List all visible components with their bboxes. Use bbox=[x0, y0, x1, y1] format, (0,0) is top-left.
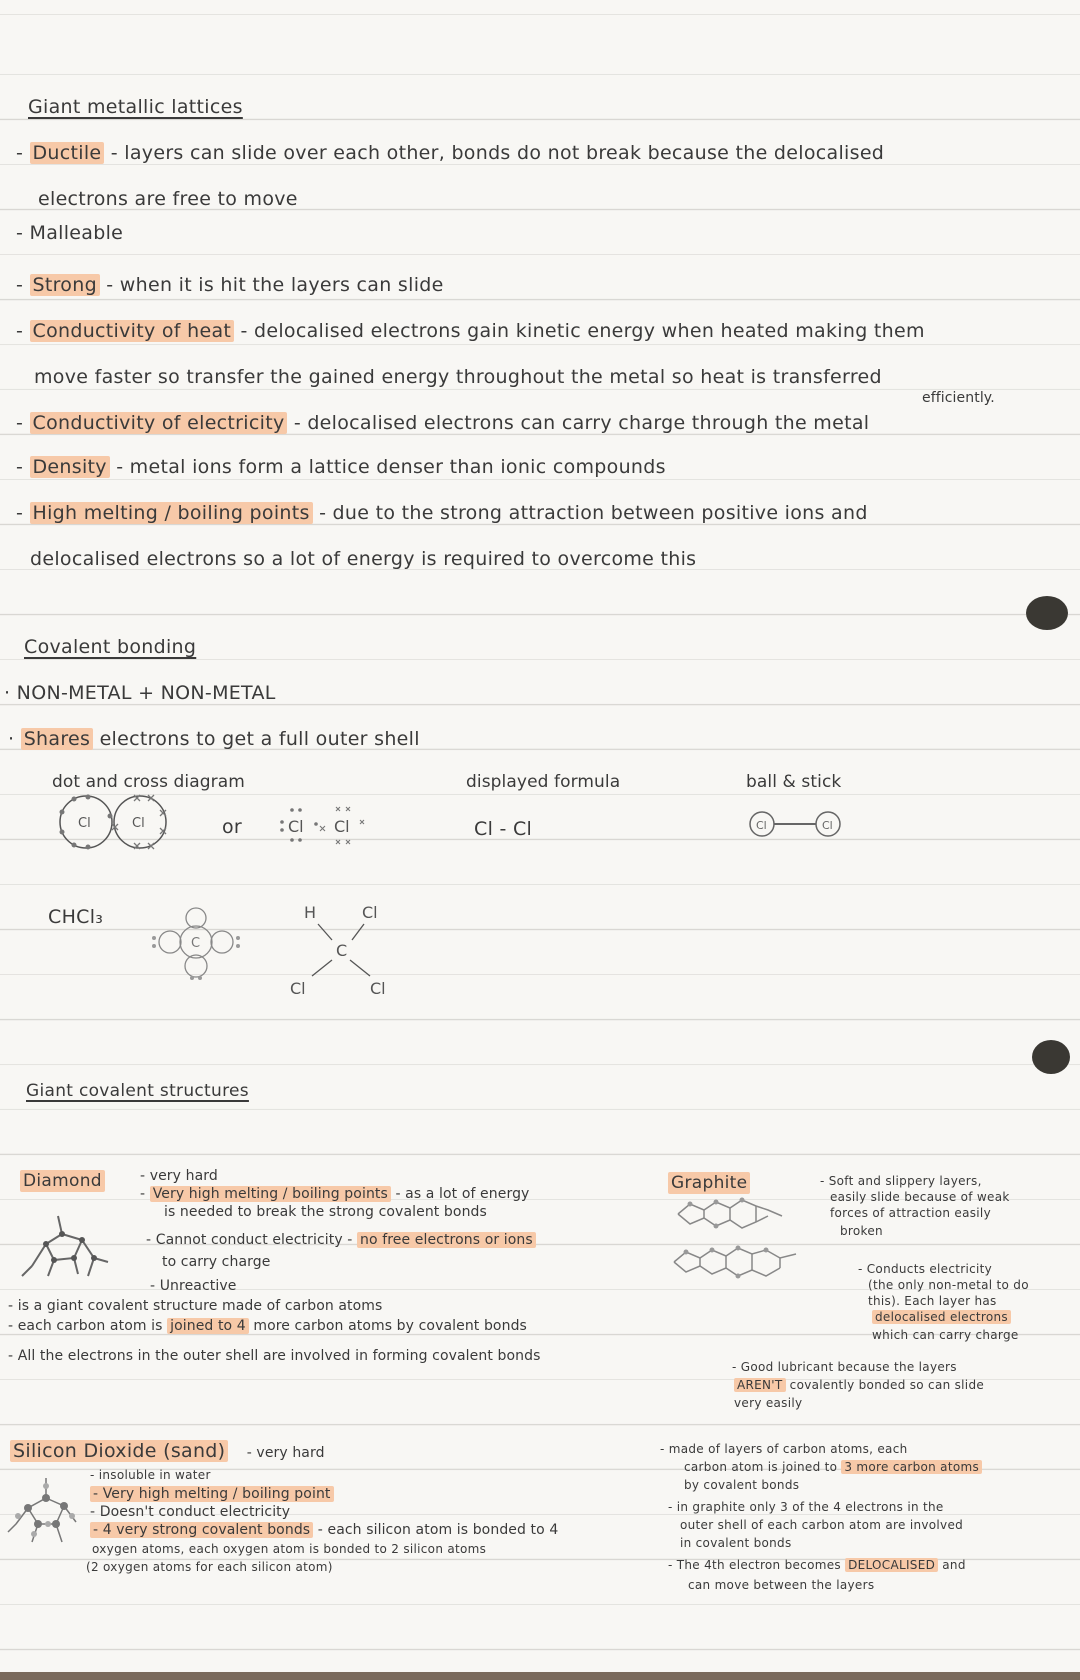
graphite-point-2e: which can carry charge bbox=[872, 1328, 1019, 1342]
heading-metallic: Giant metallic lattices bbox=[28, 96, 243, 118]
ductile-text: - layers can slide over each other, bonds do not break because the delocalised bbox=[110, 142, 885, 164]
diamond-point-2-text: - as a lot of energy bbox=[395, 1186, 530, 1202]
graphite-title: Graphite bbox=[668, 1172, 750, 1194]
silicon-point-4 bbox=[90, 1522, 558, 1538]
graphite-q3b: DELOCALISED bbox=[845, 1558, 938, 1572]
cl2-dot-cross-diagram bbox=[44, 792, 194, 852]
density-term: Density bbox=[30, 456, 110, 478]
silicon-point-1: - insoluble in water bbox=[90, 1468, 211, 1482]
electricity-text: - delocalised electrons can carry charge through the metal bbox=[293, 412, 870, 434]
silicon-point-4-cont: oxygen atoms, each oxygen atom is bonded to 2 silicon atoms bbox=[92, 1542, 487, 1556]
melting-line-2: delocalised electrons so a lot of energy is required to overcome this bbox=[30, 548, 697, 570]
page-bottom-edge bbox=[0, 1672, 1080, 1680]
heat-line-3: efficiently. bbox=[922, 390, 995, 406]
graphite-point-1b: easily slide because of weak bbox=[830, 1190, 1010, 1204]
graphite-q3-line bbox=[668, 1558, 966, 1572]
electricity-line: - Conductivity of electricity - delocalised electrons can carry charge through the metal bbox=[16, 412, 870, 434]
diamond-structure-sketch bbox=[18, 1210, 114, 1282]
diamond-point-2-term: Very high melting / boiling points bbox=[150, 1186, 391, 1202]
heat-term: Conductivity of heat bbox=[30, 320, 235, 342]
heading-giant-covalent: Giant covalent structures bbox=[26, 1081, 249, 1101]
graphite-point-1c: forces of attraction easily bbox=[830, 1206, 991, 1220]
graphite-q3a: - The 4th electron becomes bbox=[668, 1558, 841, 1572]
malleable-line: - Malleable bbox=[16, 222, 124, 244]
diamond-general-2 bbox=[8, 1318, 527, 1334]
diamond-general-1: - is a giant covalent structure made of carbon atoms bbox=[8, 1298, 383, 1314]
heat-line: - Conductivity of heat - delocalised electrons gain kinetic energy when heated making them bbox=[16, 320, 925, 342]
cl-left-symbol: Cl bbox=[288, 817, 304, 836]
ball-cl-right: Cl bbox=[822, 819, 833, 832]
cl-right-symbol: Cl bbox=[334, 817, 350, 836]
strong-line: - Strong - when it is hit the layers can slide bbox=[16, 274, 444, 296]
diamond-point-3-cont: to carry charge bbox=[162, 1254, 271, 1270]
cl2-atom-left: Cl bbox=[78, 816, 91, 831]
diamond-point-2: - Very high melting / boiling points - as a lot of energy bbox=[140, 1186, 530, 1202]
diamond-point-2-cont: is needed to break the strong covalent bonds bbox=[164, 1204, 487, 1220]
shares-term: Shares bbox=[21, 728, 94, 750]
graphite-q1c: 3 more carbon atoms bbox=[841, 1460, 982, 1474]
ball-stick-label: ball & stick bbox=[746, 772, 842, 792]
chcl3-cl-top: Cl bbox=[362, 903, 378, 922]
heading-covalent: Covalent bonding bbox=[24, 636, 197, 658]
graphite-q3d: can move between the layers bbox=[688, 1578, 875, 1592]
shares-text: electrons to get a full outer shell bbox=[99, 728, 420, 750]
graphite-q3c: and bbox=[942, 1558, 966, 1572]
graphite-q2c: in covalent bonds bbox=[680, 1536, 792, 1550]
diamond-point-3 bbox=[146, 1232, 536, 1248]
cl2-atom-right: Cl bbox=[132, 816, 145, 831]
diamond-general-2b: joined to 4 bbox=[167, 1318, 249, 1334]
diamond-general-2a: - each carbon atom is bbox=[8, 1318, 163, 1334]
silicon-point-2 bbox=[90, 1486, 334, 1502]
hole-punch-mark bbox=[1026, 596, 1068, 630]
graphite-point-2c: this). Each layer has bbox=[868, 1294, 997, 1308]
dot-cross-label: dot and cross diagram bbox=[52, 772, 245, 792]
silicon-title: Silicon Dioxide (sand) bbox=[10, 1440, 228, 1462]
silicon-point-4-cont2: (2 oxygen atoms for each silicon atom) bbox=[86, 1560, 333, 1574]
graphite-q1d: by covalent bonds bbox=[684, 1478, 800, 1492]
diamond-point-3-hl: no free electrons or ions bbox=[357, 1232, 536, 1248]
graphite-point-1a: - Soft and slippery layers, bbox=[820, 1174, 982, 1188]
chcl3-displayed-formula bbox=[290, 902, 400, 998]
silicon-point-4-text: - each silicon atom is bonded to 4 bbox=[317, 1522, 559, 1538]
strong-text: - when it is hit the layers can slide bbox=[106, 274, 444, 296]
electricity-term: Conductivity of electricity bbox=[30, 412, 288, 434]
graphite-q2b: outer shell of each carbon atom are involved bbox=[680, 1518, 964, 1532]
diamond-general-2c: more carbon atoms by covalent bonds bbox=[253, 1318, 527, 1334]
silicon-title-line bbox=[10, 1440, 325, 1462]
diamond-point-3-term: - Cannot conduct electricity - bbox=[146, 1232, 353, 1248]
chcl3-center-c: C bbox=[191, 936, 201, 951]
diamond-point-4: - Unreactive bbox=[150, 1278, 237, 1294]
graphite-q1a: - made of layers of carbon atoms, each bbox=[660, 1442, 908, 1456]
silicon-dioxide-structure-sketch bbox=[6, 1472, 86, 1552]
density-line: - Density - metal ions form a lattice denser than ionic compounds bbox=[16, 456, 666, 478]
displayed-formula-label: displayed formula bbox=[466, 772, 621, 792]
melting-text: - due to the strong attraction between positive ions and bbox=[319, 502, 868, 524]
silicon-point-4-hl: - 4 very strong covalent bonds bbox=[90, 1522, 313, 1538]
melting-line: - High melting / boiling points - due to the strong attraction between positive ions and bbox=[16, 502, 868, 524]
graphite-point-1d: broken bbox=[840, 1224, 883, 1238]
silicon-point-2-hl: - Very high melting / boiling point bbox=[90, 1486, 334, 1502]
chcl3-cl-left: Cl bbox=[290, 979, 306, 998]
silicon-side-note: - very hard bbox=[246, 1445, 325, 1461]
graphite-point-3c: covalently bonded so can slide bbox=[789, 1378, 985, 1392]
hole-punch-mark-2 bbox=[1032, 1040, 1070, 1074]
graphite-q2a: - in graphite only 3 of the 4 electrons in the bbox=[668, 1500, 944, 1514]
heat-text: - delocalised electrons gain kinetic energy when heated making them bbox=[240, 320, 925, 342]
silicon-point-3: - Doesn't conduct electricity bbox=[90, 1504, 291, 1520]
graphite-point-2a: - Conducts electricity bbox=[858, 1262, 993, 1276]
melting-term: High melting / boiling points bbox=[30, 502, 313, 524]
chcl3-c: C bbox=[336, 941, 348, 960]
cl2-displayed-formula: Cl - Cl bbox=[474, 818, 533, 840]
diamond-general-3: - All the electrons in the outer shell are involved in forming covalent bonds bbox=[8, 1348, 541, 1364]
cl2-ball-stick-model bbox=[746, 806, 846, 842]
ball-cl-left: Cl bbox=[756, 819, 767, 832]
density-text: - metal ions form a lattice denser than ionic compounds bbox=[116, 456, 666, 478]
ductile-line: - Ductile - layers can slide over each other, bonds do not break because the delocalised bbox=[16, 142, 885, 164]
nonmetal-line: · NON-METAL + NON-METAL bbox=[4, 682, 276, 704]
or-label: or bbox=[222, 816, 243, 838]
graphite-q1b: carbon atom is joined to bbox=[684, 1460, 838, 1474]
graphite-point-3d: very easily bbox=[734, 1396, 803, 1410]
diamond-point-1: - very hard bbox=[140, 1168, 218, 1184]
graphite-arent: AREN'T bbox=[734, 1378, 786, 1392]
shares-line: · Shares electrons to get a full outer shell bbox=[8, 728, 420, 750]
graphite-point-2b: (the only non-metal to do bbox=[868, 1278, 1029, 1292]
heat-line-2: move faster so transfer the gained energy throughout the metal so heat is transferred bbox=[34, 366, 882, 388]
graphite-point-3b bbox=[734, 1378, 984, 1392]
strong-term: Strong bbox=[30, 274, 100, 296]
chcl3-label: CHCl₃ bbox=[48, 906, 104, 928]
graphite-q1b-line bbox=[684, 1460, 982, 1474]
graphite-point-2d: delocalised electrons bbox=[872, 1310, 1011, 1324]
chcl3-h: H bbox=[304, 903, 317, 922]
graphite-layers-sketch bbox=[672, 1196, 812, 1288]
ductile-term: Ductile bbox=[30, 142, 105, 164]
graphite-point-3a: - Good lubricant because the layers bbox=[732, 1360, 957, 1374]
ductile-line-2: electrons are free to move bbox=[38, 188, 298, 210]
chcl3-cl-right: Cl bbox=[370, 979, 386, 998]
cl2-compact-diagram bbox=[276, 802, 386, 846]
chcl3-dot-cross-diagram bbox=[146, 904, 256, 980]
diamond-title: Diamond bbox=[20, 1170, 105, 1192]
